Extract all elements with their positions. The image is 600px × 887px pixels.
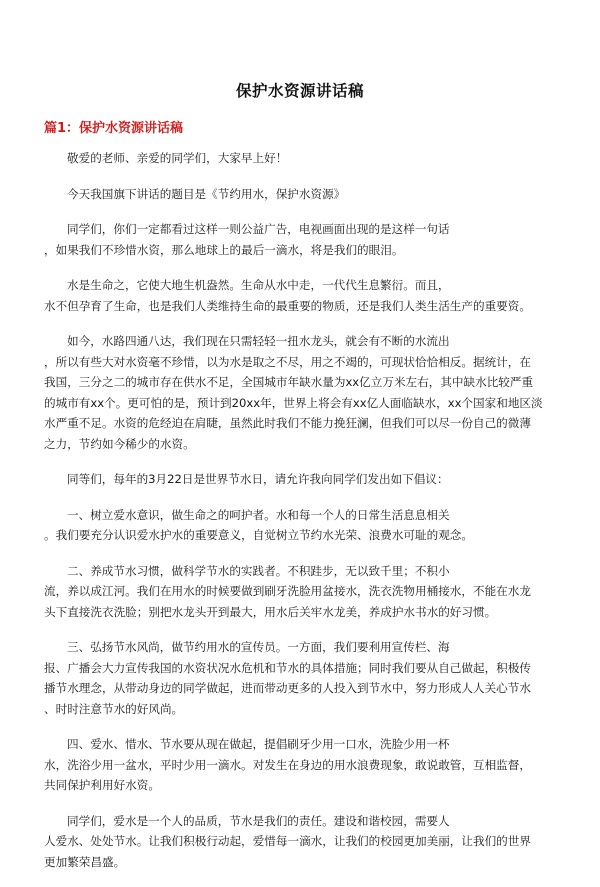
paragraph bbox=[44, 637, 556, 719]
paragraph-line: 水是生命之，它使大地生机盎然。生命从水中走，一代代生息繁衍。而且， bbox=[67, 278, 450, 292]
paragraph bbox=[44, 275, 556, 316]
document-body bbox=[44, 148, 556, 887]
paragraph-line: 一、树立爱水意识，做生命之的呵护者。水和每一个人的日常生活息息相关 bbox=[67, 507, 450, 522]
paragraph-line: 更加繁荣昌盛。 bbox=[44, 854, 126, 869]
paragraph-line: 同学们，爱水是一个人的品质，节水是我们的责任。建设和谐校园，需要人 bbox=[67, 813, 450, 828]
paragraph-line: 水，洗浴少用一盆水，平时少用一滴水。对发生在身边的用水浪费现象，敢说敢管，互相监督， bbox=[44, 757, 531, 772]
paragraph-line: 同等们，每年的3月22日是世界节水日，请允许我向同学们发出如下倡议： bbox=[67, 472, 449, 486]
paragraph-line: 、时时注意节水的好风尚。 bbox=[44, 701, 184, 716]
paragraph bbox=[44, 219, 556, 260]
paragraph-line: 如今，水路四通八达，我们现在只需轻轻一扭水龙头，就会有不断的水流出 bbox=[67, 334, 450, 348]
paragraph-line: 人爱水、处处节水。让我们积极行动起，爱惜每一滴水，让我们的校园更加美丽，让我们的世界 bbox=[44, 834, 531, 848]
paragraph-line: 共同保护利用好水资。 bbox=[44, 778, 160, 792]
paragraph-line: 报、广播会大力宣传我国的水资状况水危机和节水的具体措施；同时我们要从自己做起，积极传 bbox=[44, 660, 531, 675]
paragraph bbox=[44, 505, 556, 546]
paragraph bbox=[44, 811, 556, 873]
paragraph-line: 头下直接洗衣洗脸；别把水龙头开到最大，用水后关牢水龙美，养成护水书水的好习惯。 bbox=[44, 604, 497, 619]
paragraph-line: 敬爱的老师、亲爱的同学们，大家早上好！ bbox=[67, 151, 288, 165]
paragraph-line: 播节水理念，从带动身边的同学做起，进而带动更多的人投入到节水中，努力形成人人关心节水 bbox=[44, 681, 531, 695]
paragraph-line: 的城市有xx个。更可怕的是，预计到20xx年，世界上将会有xx亿人面临缺水，xx个国家和地区淡 bbox=[44, 395, 543, 410]
paragraph bbox=[44, 184, 556, 205]
paragraph bbox=[44, 469, 556, 490]
paragraph bbox=[44, 331, 556, 454]
section-heading: 篇1：保护水资源讲话稿 bbox=[44, 121, 184, 136]
paragraph-line: 水不但孕育了生命，也是我们人类维持生命的最重要的物质，还是我们人类生活生产的重要资。 bbox=[44, 298, 531, 313]
paragraph-line: 水严重不足。水资的危经迫在肩睫，虽然此时我们不能力挽狂澜，但我们可以尽一份自己的微薄 bbox=[44, 416, 531, 430]
paragraph bbox=[44, 734, 556, 796]
document-title: 保护水资源讲话稿 bbox=[235, 82, 364, 100]
paragraph-line: 流，养以成江河。我们在用水的时候要做到刷牙洗脸用盆接水，洗衣洗物用桶接水，不能在水龙 bbox=[44, 584, 531, 598]
paragraph bbox=[44, 561, 556, 623]
paragraph-line: 今天我国旗下讲话的题目是《节约用水，保护水资源》 bbox=[67, 186, 346, 201]
paragraph-line: 。我们要充分认识爱水护水的重要意义，自觉树立节约水光荣、浪费水可耻的观念。 bbox=[44, 528, 473, 542]
paragraph-line: 四、爱水、惜水、节水要从现在做起，提倡刷牙少用一口水，洗脸少用一杯 bbox=[67, 737, 450, 751]
paragraph-line: ，所以有些大对水资毫不珍惜，以为水是取之不尽，用之不竭的，可现状恰恰相反。据统计，在 bbox=[44, 354, 531, 369]
paragraph bbox=[44, 148, 556, 169]
paragraph-line: 三、弘扬节水风尚，做节约用水的宣传员。一方面，我们要利用宣传栏、海 bbox=[67, 640, 450, 654]
paragraph-line: 之力，节约如今稀少的水资。 bbox=[44, 436, 195, 451]
paragraph-line: 我国，三分之二的城市存在供水不足，全国城市年缺水量为xx亿立万米左右，其中缺水比较严重 bbox=[44, 375, 534, 389]
paragraph-line: 同学们，你们一定都看过这样一则公益广告，电视画面出现的是这样一句话 bbox=[67, 222, 450, 236]
paragraph-line: 二、养成节水习惯，做科学节水的实践者。不积跬步，无以致千里；不积小 bbox=[67, 563, 450, 578]
paragraph-line: ，如果我们不珍惜水资，那么地球上的最后一滴水，将是我们的眼泪。 bbox=[44, 242, 404, 257]
